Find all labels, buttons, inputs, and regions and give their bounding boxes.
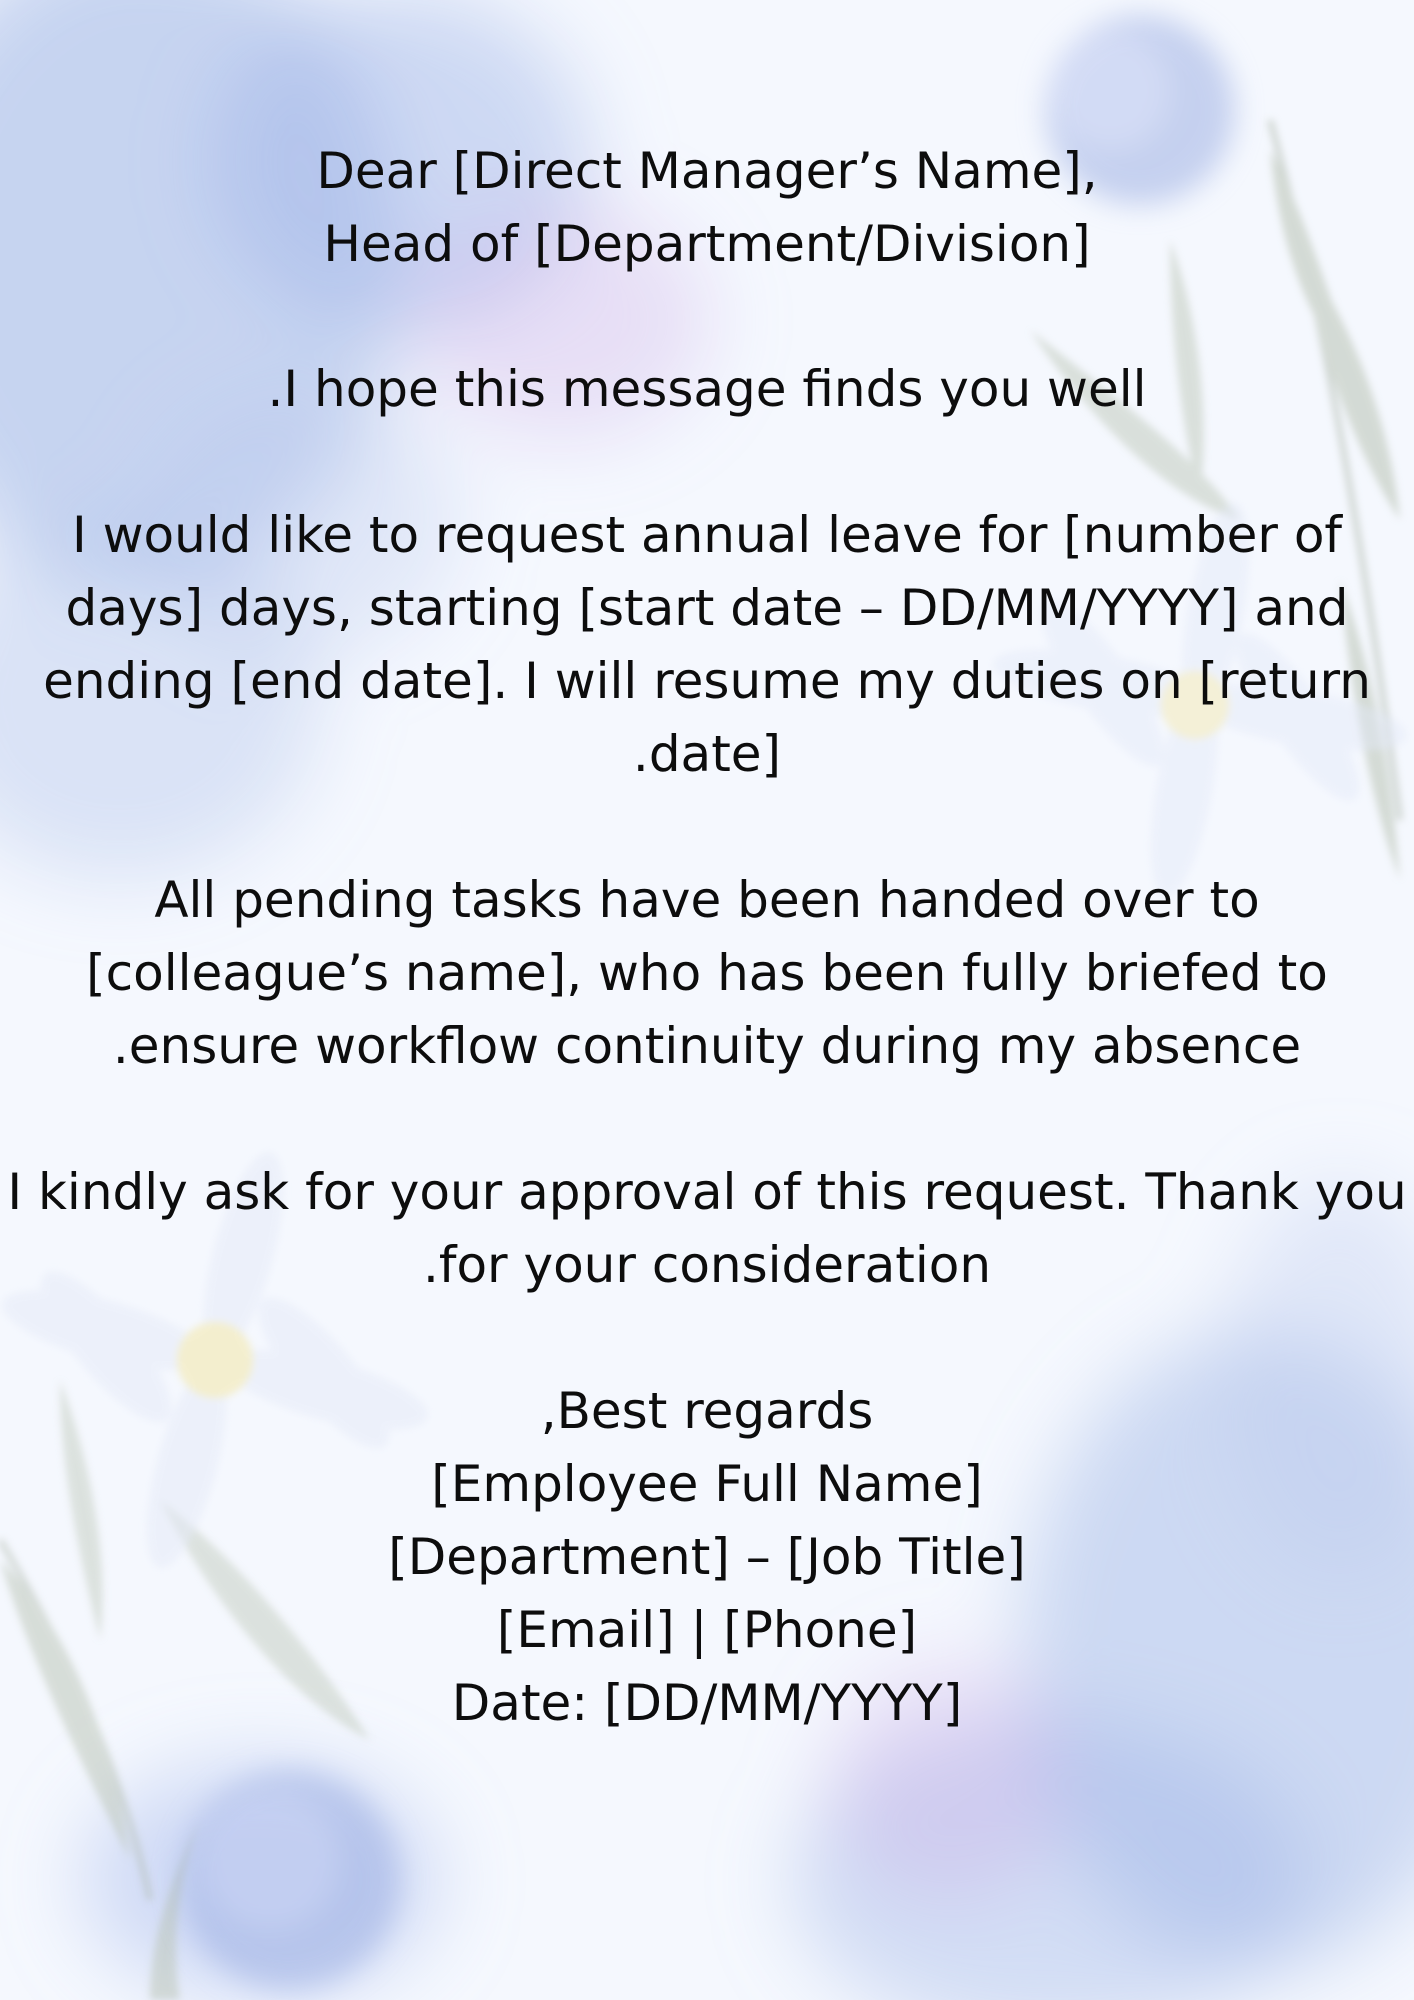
paragraph-line: [colleague’s name], who has been fully briefed to	[86, 944, 1328, 1002]
employee-name: [Employee Full Name]	[431, 1455, 983, 1513]
well-wishing-line	[0, 353, 1414, 426]
signature-block	[0, 1375, 1414, 1740]
well-wishing-text: .I hope this message finds you well	[267, 360, 1147, 418]
leave-request-paragraph	[20, 499, 1394, 791]
paragraph-line: ending [end date]. I will resume my duties on [return	[43, 652, 1371, 710]
department-job-title: [Department] – [Job Title]	[388, 1528, 1026, 1586]
handover-paragraph	[60, 864, 1354, 1083]
paragraph-line: .ensure workflow continuity during my absence	[112, 1017, 1302, 1075]
approval-paragraph	[0, 1156, 1414, 1302]
paragraph-line: I kindly ask for your approval of this request. Thank you	[7, 1163, 1407, 1221]
sign-off: ,Best regards	[540, 1382, 874, 1440]
paragraph-line: .for your consideration	[422, 1236, 992, 1294]
cornflower-bottom-left	[180, 1770, 400, 1990]
paragraph-line: days] days, starting [start date – DD/MM/YYYY] and	[65, 579, 1349, 637]
letter-date: Date: [DD/MM/YYYY]	[451, 1674, 963, 1732]
paragraph-line: I would like to request annual leave for [number of	[71, 506, 1343, 564]
paragraph-line: All pending tasks have been handed over to	[154, 871, 1260, 929]
paragraph-line: .date]	[632, 725, 782, 783]
salutation: Dear [Direct Manager’s Name],	[316, 142, 1098, 200]
greeting-block	[0, 135, 1414, 281]
recipient-title: Head of [Department/Division]	[323, 215, 1091, 273]
contact-info: [Email] | [Phone]	[496, 1601, 918, 1659]
